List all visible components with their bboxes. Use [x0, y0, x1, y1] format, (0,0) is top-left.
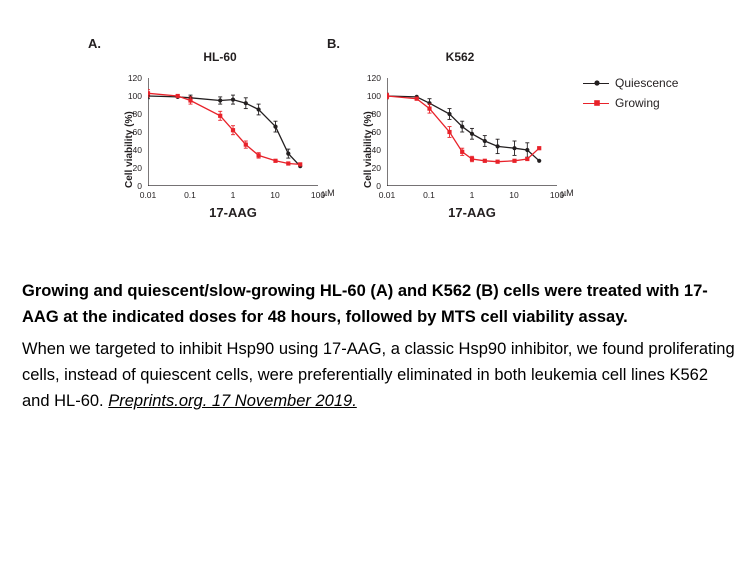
- panel-a-xtick: 100: [310, 190, 326, 200]
- panel-b-x-unit: µM: [561, 188, 574, 198]
- panel-a-ytick: 120: [127, 73, 142, 83]
- panel-b-ytick: 20: [371, 163, 381, 173]
- panel-b-xtick: 1: [469, 190, 475, 200]
- panel-b-ytick: 120: [366, 73, 381, 83]
- panel-a-plot-area: [148, 78, 318, 186]
- panel-a-ytick: 60: [132, 127, 142, 137]
- panel-b-y-axis-label: Cell viability (%): [363, 111, 374, 188]
- panel-b-xtick: 0.01: [378, 190, 396, 200]
- figure-caption: [22, 278, 740, 414]
- panel-b-plot-area: [387, 78, 557, 186]
- panel-b-title: K562: [445, 50, 475, 64]
- legend-marker-circle-icon: [583, 77, 609, 89]
- legend-label-quiescence: Quiescence: [615, 76, 679, 90]
- panel-a-xtick: 1: [230, 190, 236, 200]
- panel-b-ytick: 40: [371, 145, 381, 155]
- caption-body-text: [22, 336, 740, 414]
- panel-a-ytick: 40: [132, 145, 142, 155]
- panel-a-xtick: 0.01: [139, 190, 157, 200]
- panel-a-letter: A.: [88, 36, 101, 51]
- panel-b-ytick: 60: [371, 127, 381, 137]
- figure-panel-group: [0, 0, 756, 250]
- panel-b-ytick: 0: [376, 181, 381, 191]
- panel-b-letter: B.: [327, 36, 340, 51]
- panel-a-y-axis-label: Cell viability (%): [124, 111, 135, 188]
- panel-b-ytick: 100: [366, 91, 381, 101]
- panel-a-title: HL-60: [203, 50, 237, 64]
- panel-a-xtick: 10: [270, 190, 280, 200]
- panel-a-xtick: 0.1: [184, 190, 196, 200]
- panel-a-ytick: 100: [127, 91, 142, 101]
- panel-b-ytick: 80: [371, 109, 381, 119]
- chart-legend: [583, 74, 713, 114]
- panel-a-x-axis-label: 17-AAG: [209, 205, 257, 220]
- panel-b-x-axis-label: 17-AAG: [448, 205, 496, 220]
- legend-item-growing: [583, 94, 713, 112]
- panel-a-ytick: 80: [132, 109, 142, 119]
- caption-body-sentence: When we targeted to inhibit Hsp90 using 17-AAG, a classic Hsp90 inhibitor, we found proliferating cells, instead of quiescent cells, were preferentially eliminated in both leukemia cell lines K562 and HL-60.: [22, 340, 735, 410]
- legend-item-quiescence: [583, 74, 713, 92]
- panel-b-xtick: 0.1: [423, 190, 435, 200]
- panel-a-x-unit: µM: [322, 188, 335, 198]
- panel-a-ytick: 0: [137, 181, 142, 191]
- legend-marker-square-icon: [583, 97, 609, 109]
- caption-citation: Preprints.org. 17 November 2019.: [108, 392, 357, 410]
- caption-bold-text: Growing and quiescent/slow-growing HL-60 (A) and K562 (B) cells were treated with 17-AAG at the indicated doses for 48 hours, followed by MTS cell viability assay.: [22, 282, 708, 326]
- panel-b-xtick: 100: [549, 190, 565, 200]
- panel-a-ytick: 20: [132, 163, 142, 173]
- panel-b-xtick: 10: [509, 190, 519, 200]
- legend-label-growing: Growing: [615, 96, 660, 110]
